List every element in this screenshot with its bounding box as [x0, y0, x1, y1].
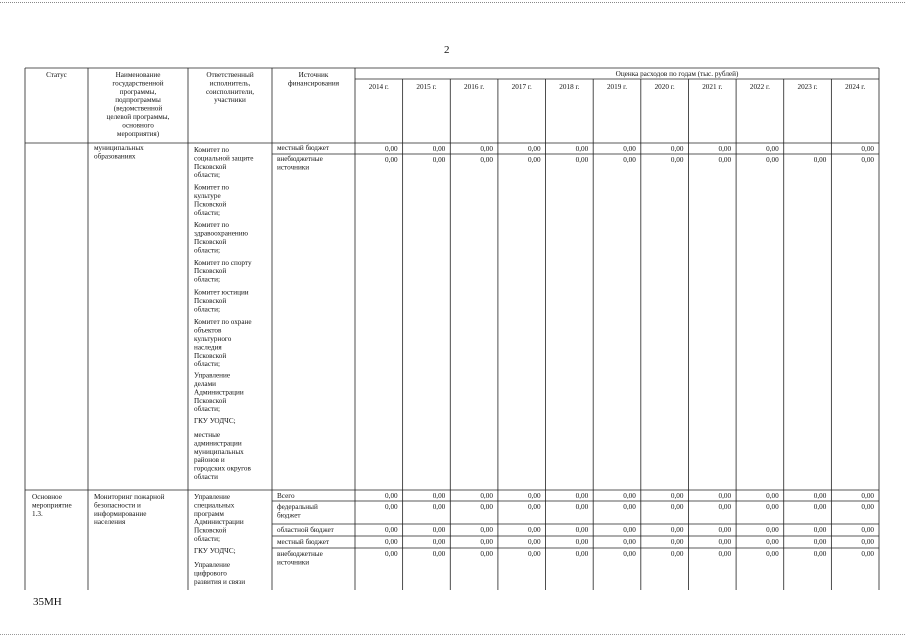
- value-cell: 0,00: [385, 526, 398, 534]
- value-cell: 0,00: [480, 503, 493, 511]
- executor-entry: делами: [194, 380, 217, 388]
- executor-entry: Управление: [194, 493, 231, 501]
- executor-entry: области;: [194, 305, 221, 314]
- value-cell: 0,00: [670, 526, 684, 534]
- value-cell: 0,00: [480, 526, 493, 534]
- value-cell: 0,00: [575, 503, 589, 511]
- year-header: 2015 г.: [416, 83, 437, 91]
- value-cell: 0,00: [575, 492, 589, 500]
- value-cell: 0,00: [432, 526, 446, 534]
- header-name: (ведомственной: [113, 104, 163, 113]
- executor-entry: Комитет юстиции: [194, 288, 249, 297]
- header-source: финансирования: [287, 79, 340, 88]
- value-cell: 0,00: [480, 145, 493, 153]
- block1-name: образованиях: [94, 152, 136, 161]
- value-cell: 0,00: [670, 503, 684, 511]
- source-label: местный бюджет: [277, 144, 330, 152]
- scan-edge-bottom: [0, 634, 905, 635]
- executor-entry: области;: [194, 405, 221, 414]
- year-header: 2024 г.: [845, 83, 866, 91]
- executor-entry: культурного: [194, 335, 232, 343]
- executor-entry: Псковской: [194, 200, 227, 209]
- year-header: 2020 г.: [654, 83, 675, 91]
- value-cell: 0,00: [670, 145, 684, 153]
- value-cell: 0,00: [623, 550, 636, 558]
- year-header: 2014 г.: [368, 83, 389, 91]
- value-cell: 0,00: [575, 145, 589, 153]
- year-header: 2016 г.: [464, 83, 485, 91]
- value-cell: 0,00: [575, 550, 589, 558]
- executor-entry: социальной защите: [194, 154, 254, 163]
- executor-entry: Псковской: [194, 526, 227, 535]
- year-header: 2023 г.: [797, 83, 818, 91]
- value-cell: 0,00: [623, 492, 636, 500]
- value-cell: 0,00: [527, 526, 541, 534]
- executor-entry: здравоохранению: [194, 229, 248, 238]
- value-cell: 0,00: [480, 538, 493, 546]
- value-cell: 0,00: [813, 156, 827, 164]
- year-header: 2018 г.: [559, 83, 580, 91]
- executor-entry: Комитет по: [194, 183, 229, 192]
- executor-entry: Управление: [194, 371, 231, 380]
- year-header: 2019 г.: [606, 83, 628, 91]
- value-cell: 0,00: [718, 492, 732, 500]
- executor-entry: районов и: [194, 456, 225, 465]
- value-cell: 0,00: [623, 156, 636, 164]
- header-executor: Ответственный: [206, 71, 254, 79]
- value-cell: 0,00: [432, 538, 446, 546]
- value-cell: 0,00: [480, 550, 493, 558]
- value-cell: 0,00: [527, 145, 541, 153]
- executor-entry: Комитет по охране: [194, 318, 252, 327]
- value-cell: 0,00: [766, 145, 779, 153]
- executor-entry: ГКУ УОДЧС;: [194, 547, 236, 555]
- value-cell: 0,00: [385, 156, 398, 164]
- source-label: местный бюджет: [277, 538, 330, 546]
- executor-entry: области;: [194, 208, 221, 217]
- executor-entry: Псковской: [194, 296, 227, 305]
- value-cell: 0,00: [718, 538, 732, 546]
- header-executor: исполнитель,: [209, 79, 251, 88]
- header-name: государственной: [112, 79, 164, 88]
- executor-entry: Комитет по спорту: [194, 258, 252, 267]
- source-label: бюджет: [277, 511, 301, 520]
- value-cell: 0,00: [480, 492, 493, 500]
- block2-status: 1.3.: [32, 509, 43, 518]
- value-cell: 0,00: [575, 538, 589, 546]
- value-cell: 0,00: [623, 526, 636, 534]
- header-executor: участники: [214, 96, 246, 105]
- value-cell: 0,00: [813, 503, 827, 511]
- header-estimate: Оценка расходов по годам (тыс. рублей): [615, 70, 739, 78]
- value-cell: 0,00: [527, 156, 541, 164]
- header-name: программы,: [119, 87, 157, 96]
- executor-entry: развития и связи: [194, 577, 246, 586]
- value-cell: 0,00: [432, 145, 446, 153]
- source-label: внебюджетные: [277, 550, 323, 558]
- executor-entry: Администрации: [194, 518, 244, 527]
- executor-entry: Псковской: [194, 238, 227, 246]
- source-label: внебюджетные: [277, 155, 323, 163]
- executor-entry: специальных: [194, 501, 235, 510]
- block2-name: безопасности и: [94, 501, 141, 510]
- executor-entry: местные: [194, 431, 221, 439]
- source-label: областной бюджет: [277, 526, 334, 534]
- executor-entry: области;: [194, 275, 221, 284]
- executor-entry: ГКУ УОДЧС;: [194, 417, 236, 426]
- value-cell: 0,00: [623, 145, 636, 153]
- value-cell: 0,00: [766, 550, 779, 558]
- value-cell: 0,00: [432, 492, 446, 500]
- executor-entry: области;: [194, 535, 221, 543]
- executor-entry: объектов: [194, 326, 222, 335]
- page-number: 2: [444, 44, 450, 56]
- value-cell: 0,00: [575, 526, 589, 534]
- executor-entry: культуре: [194, 192, 221, 200]
- value-cell: 0,00: [766, 526, 779, 534]
- value-cell: 0,00: [432, 156, 446, 164]
- value-cell: 0,00: [766, 492, 779, 500]
- header-name: мероприятия): [116, 129, 160, 138]
- value-cell: 0,00: [385, 145, 398, 153]
- value-cell: 0,00: [432, 503, 446, 511]
- header-source: Источник: [298, 71, 329, 79]
- value-cell: 0,00: [766, 156, 779, 164]
- executor-entry: области;: [194, 360, 221, 369]
- value-cell: 0,00: [670, 538, 684, 546]
- value-cell: 0,00: [718, 503, 732, 511]
- value-cell: 0,00: [861, 156, 874, 164]
- value-cell: 0,00: [623, 538, 636, 546]
- value-cell: 0,00: [623, 503, 636, 511]
- footer-code: 35МН: [33, 596, 62, 608]
- value-cell: 0,00: [527, 503, 541, 511]
- value-cell: 0,00: [861, 492, 874, 500]
- value-cell: 0,00: [718, 145, 732, 153]
- executor-entry: программ: [194, 509, 224, 518]
- block1-name: муниципальных: [94, 144, 144, 152]
- source-label: источники: [277, 163, 310, 172]
- value-cell: 0,00: [385, 550, 398, 558]
- value-cell: 0,00: [670, 156, 684, 164]
- value-cell: 0,00: [813, 492, 827, 500]
- value-cell: 0,00: [527, 538, 541, 546]
- header-name: Наименование: [115, 71, 161, 79]
- year-header: 2017 г.: [511, 83, 532, 91]
- value-cell: 0,00: [527, 492, 541, 500]
- value-cell: 0,00: [861, 145, 874, 153]
- value-cell: 0,00: [385, 503, 398, 511]
- executor-entry: Псковской: [194, 351, 227, 360]
- value-cell: 0,00: [861, 550, 874, 558]
- executor-entry: Управление: [194, 561, 231, 569]
- executor-entry: области;: [194, 171, 221, 180]
- value-cell: 0,00: [861, 538, 874, 546]
- value-cell: 0,00: [813, 538, 827, 546]
- executor-entry: наследия: [194, 343, 222, 352]
- block2-status: Основное: [32, 493, 62, 501]
- executor-entry: области: [194, 473, 219, 481]
- source-label: федеральный: [277, 503, 318, 511]
- value-cell: 0,00: [385, 538, 398, 546]
- value-cell: 0,00: [766, 538, 779, 546]
- value-cell: 0,00: [670, 550, 684, 558]
- block2-name: информирование: [94, 509, 147, 518]
- value-cell: 0,00: [861, 526, 874, 534]
- source-label: Всего: [277, 492, 295, 500]
- executor-entry: городских округов: [194, 464, 251, 473]
- value-cell: 0,00: [385, 492, 398, 500]
- block2-name: Мониторинг пожарной: [94, 493, 165, 501]
- value-cell: 0,00: [718, 526, 732, 534]
- year-header: 2022 г.: [749, 83, 770, 91]
- source-label: источники: [277, 558, 310, 567]
- executor-entry: администрации: [194, 439, 242, 448]
- value-cell: 0,00: [766, 503, 779, 511]
- executor-entry: Псковской: [194, 267, 227, 276]
- executor-entry: Администрации: [194, 388, 244, 397]
- value-cell: 0,00: [813, 526, 827, 534]
- value-cell: 0,00: [861, 503, 874, 511]
- executor-entry: Комитет по: [194, 221, 229, 230]
- value-cell: 0,00: [527, 550, 541, 558]
- executor-entry: Комитет по: [194, 146, 229, 154]
- value-cell: 0,00: [575, 156, 589, 164]
- executor-entry: муниципальных: [194, 447, 244, 456]
- year-header: 2021 г.: [702, 83, 723, 91]
- header-status: Статус: [46, 71, 67, 79]
- value-cell: 0,00: [480, 156, 493, 164]
- header-name: основного: [122, 121, 154, 130]
- value-cell: 0,00: [718, 156, 732, 164]
- header-executor: соисполнители,: [205, 87, 255, 96]
- block2-status: мероприятие: [32, 501, 72, 510]
- value-cell: 0,00: [718, 550, 732, 558]
- executor-entry: Псковской: [194, 162, 227, 171]
- header-name: целевой программы,: [106, 113, 170, 121]
- executor-entry: цифрового: [194, 569, 227, 578]
- value-cell: 0,00: [813, 550, 827, 558]
- value-cell: 0,00: [670, 492, 684, 500]
- executor-entry: области;: [194, 246, 221, 255]
- executor-entry: Псковской: [194, 396, 227, 405]
- header-name: подпрограммы: [115, 96, 161, 105]
- value-cell: 0,00: [432, 550, 446, 558]
- block2-name: населения: [94, 518, 126, 527]
